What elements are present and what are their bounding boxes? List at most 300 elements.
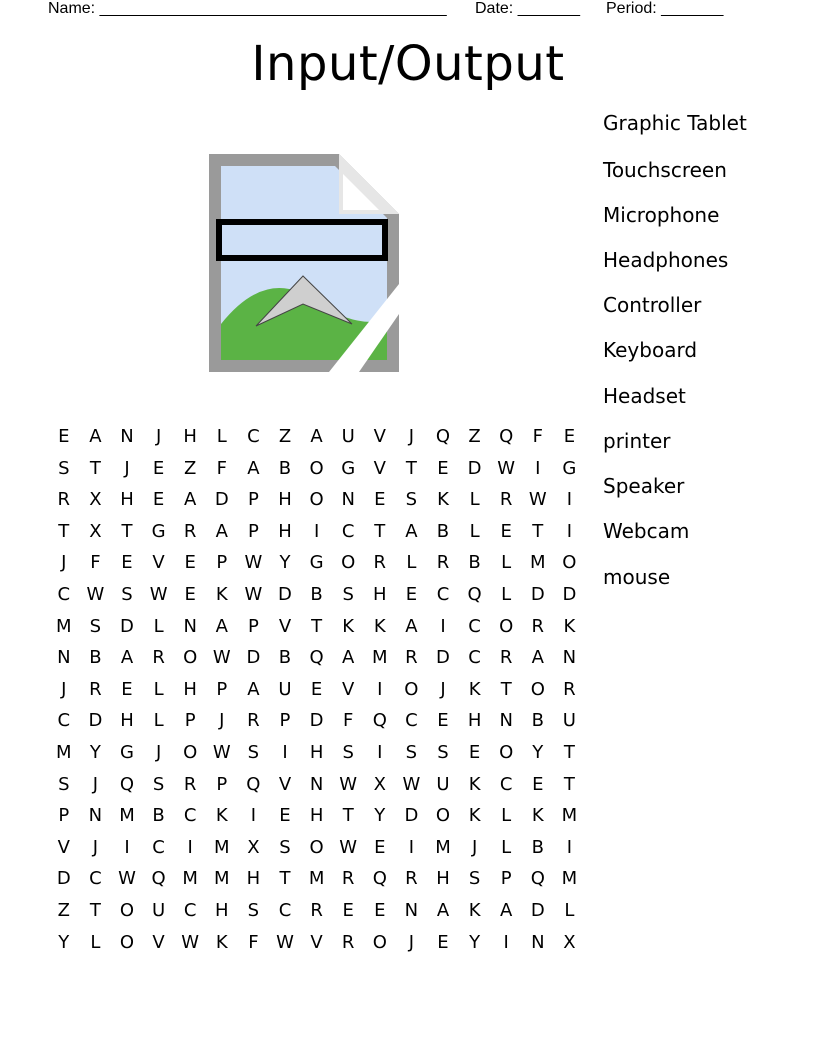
grid-cell: E — [500, 520, 512, 542]
grid-cell: W — [212, 647, 231, 669]
grid-cell: H — [373, 584, 387, 605]
broken-image-icon — [209, 154, 399, 372]
grid-cell: R — [183, 520, 197, 542]
grid-cell: S — [342, 742, 354, 763]
grid-cell: O — [404, 678, 419, 700]
grid-cell: T — [532, 520, 544, 542]
grid-cell: S — [405, 742, 418, 763]
grid-cell: W — [497, 457, 516, 479]
grid-cell: M — [56, 615, 72, 637]
grid-cell: K — [215, 584, 228, 605]
grid-cell: I — [313, 520, 320, 542]
grid-cell: U — [152, 900, 166, 921]
grid-cell: K — [215, 931, 228, 953]
grid-cell: V — [57, 836, 70, 858]
name-field-label: Name: _______________________________________ — [48, 0, 447, 17]
grid-cell: E — [405, 584, 418, 605]
grid-cell: O — [309, 836, 324, 858]
grid-cell: W — [149, 584, 168, 605]
grid-cell: R — [499, 647, 513, 669]
grid-cell: L — [501, 584, 512, 605]
word-list-item: Speaker — [603, 474, 685, 498]
grid-cell: R — [341, 868, 355, 890]
grid-cell: R — [373, 552, 387, 574]
grid-cell: S — [437, 742, 449, 763]
grid-cell: L — [501, 836, 512, 858]
grid-cell: U — [341, 426, 355, 447]
grid-cell: Y — [532, 742, 544, 763]
grid-cell: D — [278, 584, 292, 605]
grid-cell: N — [57, 647, 71, 669]
grid-cell: A — [215, 615, 228, 637]
grid-cell: E — [563, 426, 576, 447]
grid-row — [48, 705, 588, 737]
grid-cell: K — [215, 805, 228, 827]
grid-cell: K — [373, 615, 386, 637]
grid-cell: O — [183, 742, 198, 763]
grid-cell: J — [471, 836, 478, 858]
grid-cell: K — [531, 805, 544, 827]
grid-cell: H — [309, 805, 324, 827]
word-list-item: Headphones — [603, 248, 729, 272]
grid-cell: E — [437, 931, 449, 953]
grid-cell: T — [563, 742, 575, 763]
grid-cell: B — [531, 710, 544, 732]
grid-cell: G — [151, 520, 166, 542]
grid-cell: J — [155, 426, 162, 447]
grid-cell: Y — [279, 552, 291, 574]
grid-cell: B — [278, 647, 292, 669]
grid-cell: O — [499, 615, 514, 637]
grid-cell: M — [119, 805, 135, 827]
grid-cell: L — [216, 426, 227, 447]
grid-cell: R — [341, 931, 355, 953]
grid-cell: V — [278, 773, 292, 795]
grid-cell: E — [121, 678, 133, 700]
grid-cell: V — [278, 615, 292, 637]
grid-cell: L — [469, 520, 480, 542]
grid-cell: T — [89, 457, 101, 479]
grid-cell: A — [436, 900, 450, 921]
grid-cell: O — [341, 552, 356, 574]
grid-cell: S — [152, 773, 165, 795]
grid-row — [48, 895, 588, 927]
grid-cell: R — [89, 678, 102, 700]
grid-cell: N — [88, 805, 103, 827]
grid-cell: A — [500, 900, 513, 921]
grid-cell: K — [468, 678, 481, 700]
grid-cell: Q — [530, 868, 545, 890]
grid-cell: C — [468, 615, 481, 637]
grid-cell: Z — [278, 426, 292, 447]
grid-cell: E — [374, 900, 386, 921]
grid-cell: V — [373, 457, 386, 479]
grid-cell: S — [279, 836, 291, 858]
grid-cell: D — [436, 647, 450, 669]
grid-cell: R — [183, 773, 197, 795]
grid-cell: T — [58, 520, 70, 542]
grid-row — [48, 547, 588, 579]
grid-cell: I — [566, 836, 573, 858]
grid-cell: R — [310, 900, 323, 921]
grid-cell: E — [152, 489, 165, 511]
grid-cell: W — [339, 836, 358, 858]
grid-cell: O — [309, 489, 324, 511]
grid-cell: C — [436, 584, 450, 605]
grid-cell: F — [532, 426, 543, 447]
grid-cell: O — [562, 552, 577, 574]
grid-cell: H — [183, 678, 197, 700]
grid-cell: Q — [119, 773, 135, 795]
grid-cell: B — [89, 647, 102, 669]
grid-cell: U — [562, 710, 576, 732]
grid-cell: M — [182, 868, 198, 890]
grid-cell: B — [278, 457, 292, 479]
grid-cell: W — [402, 773, 421, 795]
grid-cell: O — [499, 742, 514, 763]
grid-cell: I — [503, 931, 509, 953]
grid-cell: O — [530, 678, 545, 700]
grid-cell: A — [247, 457, 260, 479]
grid-cell: C — [247, 426, 260, 447]
grid-cell: G — [120, 742, 134, 763]
grid-cell: O — [119, 931, 135, 953]
grid-cell: X — [247, 836, 260, 858]
grid-cell: R — [531, 615, 545, 637]
grid-cell: L — [564, 900, 575, 921]
grid-cell: O — [372, 931, 387, 953]
grid-cell: P — [247, 489, 259, 511]
grid-cell: Z — [57, 900, 70, 921]
grid-cell: B — [468, 552, 481, 574]
grid-cell: A — [184, 489, 197, 511]
grid-cell: R — [152, 647, 165, 669]
grid-cell: E — [468, 742, 481, 763]
grid-cell: J — [440, 678, 446, 700]
grid-cell: W — [86, 584, 105, 605]
grid-cell: I — [282, 742, 288, 763]
grid-cell: M — [561, 868, 578, 890]
grid-cell: W — [244, 584, 263, 605]
grid-cell: E — [152, 457, 165, 479]
grid-cell: S — [121, 584, 133, 605]
grid-cell: N — [183, 615, 197, 637]
grid-cell: Y — [58, 931, 70, 953]
grid-cell: X — [563, 931, 576, 953]
grid-cell: M — [308, 868, 325, 890]
grid-cell: L — [153, 710, 164, 732]
grid-cell: C — [152, 836, 165, 858]
word-list-item: Graphic Tablet — [603, 111, 747, 135]
grid-cell: E — [342, 900, 354, 921]
word-list-item: Headset — [603, 384, 686, 408]
word-list-item: Microphone — [603, 203, 720, 227]
grid-cell: H — [278, 489, 292, 511]
grid-cell: M — [56, 742, 72, 763]
grid-row — [48, 516, 588, 548]
grid-cell: D — [530, 584, 545, 605]
grid-cell: I — [377, 678, 383, 700]
grid-cell: E — [184, 584, 196, 605]
grid-cell: T — [405, 457, 417, 479]
grid-cell: A — [89, 426, 102, 447]
grid-cell: N — [341, 489, 355, 511]
grid-cell: B — [152, 805, 165, 827]
grid-row — [48, 832, 588, 864]
grid-cell: P — [184, 710, 196, 732]
grid-cell: G — [562, 457, 577, 479]
grid-cell: W — [118, 868, 136, 890]
grid-cell: O — [309, 457, 324, 479]
grid-cell: F — [343, 710, 354, 732]
grid-cell: I — [187, 836, 193, 858]
grid-cell: H — [278, 520, 292, 542]
grid-cell: S — [89, 615, 102, 637]
grid-cell: M — [372, 647, 388, 669]
grid-cell: I — [408, 836, 415, 858]
grid-cell: D — [404, 805, 419, 827]
grid-cell: Z — [468, 426, 481, 447]
grid-cell: E — [121, 552, 133, 574]
grid-cell: S — [58, 773, 70, 795]
grid-cell: H — [120, 710, 134, 732]
grid-cell: D — [530, 900, 545, 921]
grid-cell: B — [436, 520, 450, 542]
grid-cell: H — [309, 742, 324, 763]
grid-cell: M — [214, 868, 230, 890]
grid-cell: E — [279, 805, 291, 827]
grid-cell: T — [121, 520, 133, 542]
word-list-item: Controller — [603, 293, 702, 317]
grid-cell: A — [342, 647, 355, 669]
word-list-item: Touchscreen — [603, 158, 727, 182]
grid-cell: V — [152, 552, 165, 574]
grid-cell: S — [247, 742, 260, 763]
grid-cell: F — [90, 552, 101, 574]
grid-cell: D — [467, 457, 482, 479]
grid-cell: A — [120, 647, 134, 669]
grid-row — [48, 927, 588, 959]
grid-cell: C — [278, 900, 292, 921]
grid-row — [48, 737, 588, 769]
grid-cell: W — [212, 742, 231, 763]
grid-cell: D — [56, 868, 71, 890]
grid-cell: N — [531, 931, 545, 953]
grid-cell: Q — [467, 584, 482, 605]
grid-cell: E — [437, 457, 449, 479]
grid-cell: P — [216, 773, 228, 795]
grid-cell: I — [566, 520, 573, 542]
grid-cell: J — [92, 773, 99, 795]
grid-cell: K — [468, 805, 481, 827]
grid-cell: C — [183, 805, 197, 827]
grid-cell: L — [153, 615, 164, 637]
grid-cell: K — [563, 615, 576, 637]
header-line — [0, 0, 816, 20]
grid-cell: W — [528, 489, 547, 511]
grid-cell: D — [309, 710, 324, 732]
grid-row — [48, 863, 588, 895]
grid-cell: T — [500, 678, 512, 700]
grid-cell: P — [58, 805, 70, 827]
grid-cell: O — [119, 900, 135, 921]
grid-cell: D — [120, 615, 134, 637]
grid-cell: I — [535, 457, 541, 479]
grid-cell: V — [152, 931, 165, 953]
grid-cell: U — [278, 678, 292, 700]
grid-cell: T — [563, 773, 575, 795]
grid-cell: T — [279, 868, 291, 890]
grid-cell: E — [437, 710, 449, 732]
grid-cell: H — [246, 868, 261, 890]
grid-cell: Q — [499, 426, 514, 447]
grid-cell: Z — [184, 457, 197, 479]
grid-cell: R — [57, 489, 71, 511]
grid-cell: N — [404, 900, 419, 921]
grid-cell: R — [247, 710, 260, 732]
grid-cell: I — [250, 805, 257, 827]
grid-cell: C — [57, 710, 71, 732]
grid-cell: Q — [309, 647, 324, 669]
grid-cell: L — [501, 805, 512, 827]
grid-cell: T — [311, 615, 323, 637]
grid-cell: Q — [435, 426, 451, 447]
grid-cell: L — [406, 552, 417, 574]
grid-cell: A — [310, 426, 323, 447]
grid-cell: L — [90, 931, 101, 953]
grid-row — [48, 642, 588, 674]
grid-cell: G — [341, 457, 356, 479]
grid-cell: T — [374, 520, 386, 542]
grid-cell: C — [405, 710, 418, 732]
grid-cell: A — [405, 615, 418, 637]
grid-cell: R — [499, 489, 513, 511]
grid-cell: M — [214, 836, 230, 858]
grid-cell: S — [342, 584, 354, 605]
word-list-item: Keyboard — [603, 338, 698, 362]
grid-cell: W — [181, 931, 200, 953]
grid-cell: K — [468, 900, 481, 921]
grid-cell: T — [89, 900, 101, 921]
grid-cell: B — [531, 836, 544, 858]
grid-row — [48, 579, 588, 611]
grid-cell: V — [342, 678, 355, 700]
grid-cell: D — [562, 584, 577, 605]
grid-cell: J — [92, 836, 99, 858]
grid-cell: W — [276, 931, 294, 953]
grid-cell: M — [530, 552, 546, 574]
grid-cell: E — [532, 773, 544, 795]
grid-cell: X — [89, 520, 102, 542]
grid-row — [48, 484, 588, 516]
grid-cell: F — [248, 931, 259, 953]
grid-cell: W — [244, 552, 263, 574]
grid-cell: P — [247, 615, 259, 637]
grid-cell: G — [309, 552, 324, 574]
grid-cell: J — [408, 426, 415, 447]
grid-row — [48, 421, 588, 453]
grid-cell: C — [499, 773, 513, 795]
grid-cell: D — [88, 710, 103, 732]
grid-cell: H — [183, 426, 197, 447]
grid-cell: C — [57, 584, 71, 605]
grid-cell: Q — [372, 868, 387, 890]
grid-cell: P — [216, 552, 228, 574]
grid-cell: V — [310, 931, 323, 953]
grid-cell: P — [279, 710, 291, 732]
grid-cell: E — [310, 678, 323, 700]
grid-cell: S — [58, 457, 70, 479]
grid-cell: A — [405, 520, 418, 542]
grid-cell: N — [309, 773, 324, 795]
grid-cell: O — [183, 647, 198, 669]
grid-cell: Q — [151, 868, 166, 890]
grid-cell: I — [124, 836, 130, 858]
grid-cell: N — [120, 426, 134, 447]
grid-cell: K — [342, 615, 355, 637]
grid-cell: M — [435, 836, 451, 858]
grid-cell: L — [469, 489, 480, 511]
grid-cell: H — [436, 868, 450, 890]
grid-cell: C — [341, 520, 355, 542]
grid-cell: J — [155, 742, 162, 763]
grid-cell: A — [531, 647, 544, 669]
grid-cell: O — [435, 805, 451, 827]
grid-cell: U — [436, 773, 450, 795]
grid-cell: Y — [469, 931, 481, 953]
grid-row — [48, 453, 588, 485]
grid-cell: A — [215, 520, 228, 542]
word-list-item: mouse — [603, 565, 671, 589]
grid-cell: S — [247, 900, 260, 921]
grid-row — [48, 769, 588, 801]
grid-cell: S — [468, 868, 481, 890]
grid-cell: V — [373, 426, 386, 447]
grid-cell: D — [214, 489, 229, 511]
grid-cell: J — [61, 552, 67, 574]
grid-row — [48, 800, 588, 832]
grid-cell: E — [58, 426, 70, 447]
grid-cell: N — [562, 647, 577, 669]
grid-cell: F — [216, 457, 227, 479]
grid-cell: I — [377, 742, 383, 763]
grid-cell: R — [563, 678, 576, 700]
grid-cell: B — [310, 584, 323, 605]
grid-cell: E — [374, 836, 386, 858]
grid-cell: L — [153, 678, 164, 700]
grid-cell: M — [561, 805, 578, 827]
grid-cell: J — [219, 710, 225, 732]
grid-cell: X — [89, 489, 102, 511]
grid-cell: Q — [246, 773, 261, 795]
grid-cell: H — [215, 900, 229, 921]
grid-cell: J — [124, 457, 130, 479]
period-field-label: Period: _______ — [606, 0, 724, 17]
grid-cell: K — [437, 489, 449, 511]
grid-cell: H — [467, 710, 482, 732]
grid-cell: I — [566, 489, 573, 511]
grid-cell: I — [440, 615, 446, 637]
grid-row — [48, 674, 588, 706]
grid-cell: P — [216, 678, 228, 700]
grid-cell: K — [468, 773, 481, 795]
grid-cell: P — [247, 520, 259, 542]
grid-cell: D — [246, 647, 261, 669]
grid-cell: Q — [372, 710, 387, 732]
grid-cell: R — [436, 552, 450, 574]
grid-cell: W — [339, 773, 358, 795]
grid-cell: S — [405, 489, 418, 511]
